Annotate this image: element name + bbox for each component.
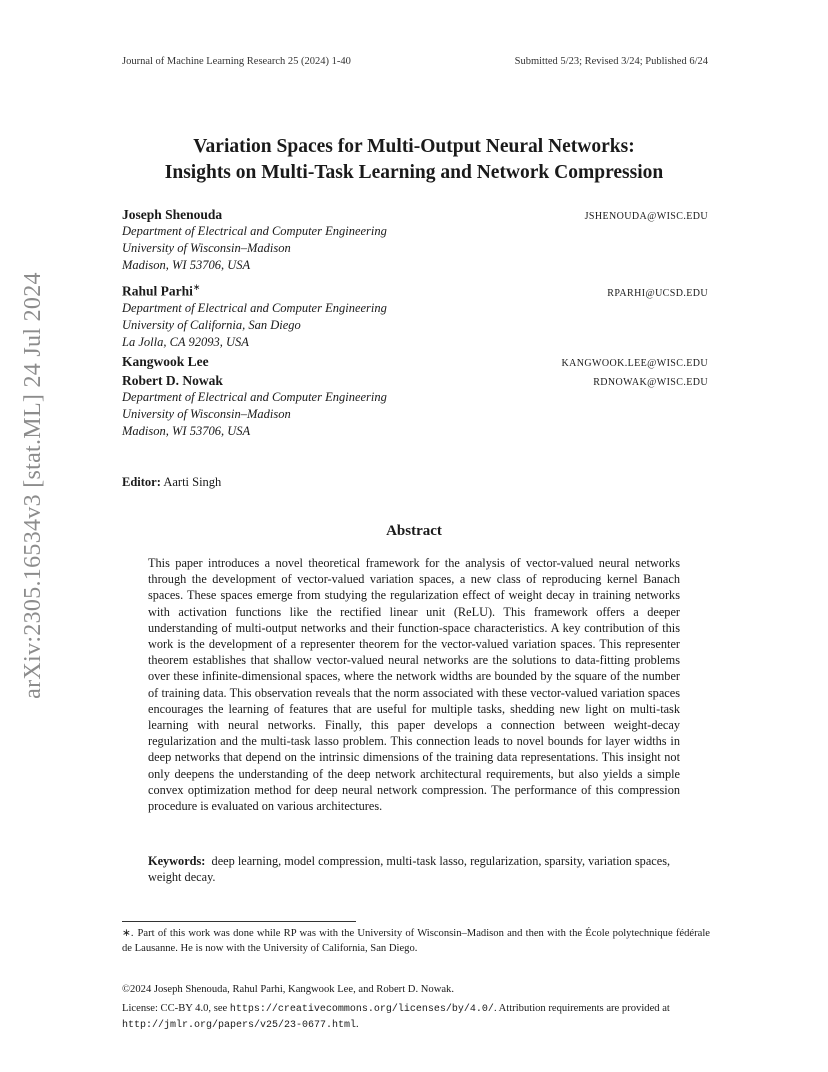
author-affiliation: University of California, San Diego [122, 317, 301, 332]
author-email[interactable]: RDNOWAK@WISC.EDU [593, 377, 708, 388]
author-email[interactable]: KANGWOOK.LEE@WISC.EDU [561, 358, 708, 369]
license-notice [122, 1001, 710, 1033]
arxiv-sidebar [18, 271, 48, 699]
editor-name: Aarti Singh [163, 475, 222, 489]
author-name-with-footnote [122, 279, 200, 300]
author-block-lee-nowak [122, 353, 708, 440]
author-block-shenouda [122, 206, 708, 274]
author-affiliation: Madison, WI 53706, USA [122, 424, 251, 438]
author-affiliation: Madison, WI 53706, USA [122, 258, 251, 272]
license-url-link[interactable]: https://creativecommons.org/licenses/by/4.0/ [229, 1004, 494, 1015]
license-middle: . Attribution requirements are provided at [493, 1003, 670, 1014]
abstract-text: This paper introduces a novel theoretical framework for the analysis of vector-valued neural networks through the development of vector-valued variation spaces, a new class of reproducing kernel Banach spaces. These spaces emerge from studying the regularization effect of weight decay in training networks with activation functions like the rectified linear unit (ReLU). This framework offers a deeper understanding of multi-output networks and their function-space characteristics. A key contribution of this work is the development of a representer theorem for the vector-valued variation spaces. This representer theorem establishes that shallow vector-valued neural networks are the solutions to data-fitting problems over these infinite-dimensional spaces, where the network widths are bounded by the square of the number of training data. This observation reveals that the norm associated with these vector-valued variation spaces encourages the learning of features that are useful for multiple tasks, shedding new light on multi-task learning with neural networks. Finally, this paper develops a connection between weight-decay regularization and the multi-task lasso problem. This connection leads to novel bounds for layer widths in deep networks that depend on the intrinsic dimensions of the training data representations. This insight not only deepens the understanding of the deep network architectural requirements, but also yields a simple convex optimization method for deep neural network compression. The performance of this compression procedure is evaluated on various architectures. [148, 556, 680, 814]
footnote-rule [122, 921, 356, 922]
footnote-marker: ∗ [192, 282, 201, 292]
running-header [122, 56, 708, 67]
copyright-notice: ©2024 Joseph Shenouda, Rahul Parhi, Kangwook Lee, and Robert D. Nowak. [122, 984, 454, 995]
editor-line [122, 475, 221, 490]
author-affiliation: La Jolla, CA 92093, USA [122, 334, 249, 349]
paper-url-link[interactable]: http://jmlr.org/papers/v25/23-0677.html [122, 1020, 357, 1031]
keywords-text: deep learning, model compression, multi-task lasso, regularization, sparsity, variation spaces, weight decay. [148, 854, 671, 885]
author-affiliation: University of Wisconsin–Madison [122, 241, 291, 255]
license-suffix: . [356, 1019, 359, 1030]
title-line-2: Insights on Multi-Task Learning and Network Compression [164, 162, 664, 183]
abstract-heading: Abstract [386, 523, 442, 539]
footnote-text: Part of this work was done while RP was with the University of Wisconsin–Madison and then with the École polytechnique fédérale de Lausanne. He is now with the University of California, San Diego. [122, 928, 710, 954]
author-block-parhi [122, 279, 708, 351]
author-name: Joseph Shenouda [122, 207, 223, 222]
author-affiliation: University of Wisconsin–Madison [122, 407, 291, 421]
editor-label: Editor: [122, 475, 161, 489]
keywords-line [148, 853, 680, 885]
footnote-mark: ∗. [122, 928, 134, 939]
author-name: Robert D. Nowak [122, 373, 223, 388]
author-name: Rahul Parhi [122, 283, 193, 299]
arxiv-identifier: arXiv:2305.16534v3 [stat.ML] 24 Jul 2024 [19, 271, 46, 699]
paper-title [0, 134, 828, 186]
keywords-label: Keywords: [148, 854, 206, 868]
author-email[interactable]: JSHENOUDA@WISC.EDU [584, 211, 708, 222]
journal-citation: Journal of Machine Learning Research 25 (2024) 1-40 [122, 56, 351, 67]
author-name: Kangwook Lee [122, 354, 209, 369]
author-affiliation: Department of Electrical and Computer Engineering [122, 300, 387, 315]
title-line-1: Variation Spaces for Multi-Output Neural Networks: [193, 136, 635, 157]
submission-dates: Submitted 5/23; Revised 3/24; Published 6/24 [514, 56, 708, 67]
author-affiliation: Department of Electrical and Computer Engineering [122, 224, 387, 238]
license-prefix: License: CC-BY 4.0, see [122, 1003, 228, 1014]
author-email[interactable]: RPARHI@UCSD.EDU [607, 287, 708, 299]
footnote [122, 926, 710, 956]
author-affiliation: Department of Electrical and Computer Engineering [122, 390, 387, 404]
